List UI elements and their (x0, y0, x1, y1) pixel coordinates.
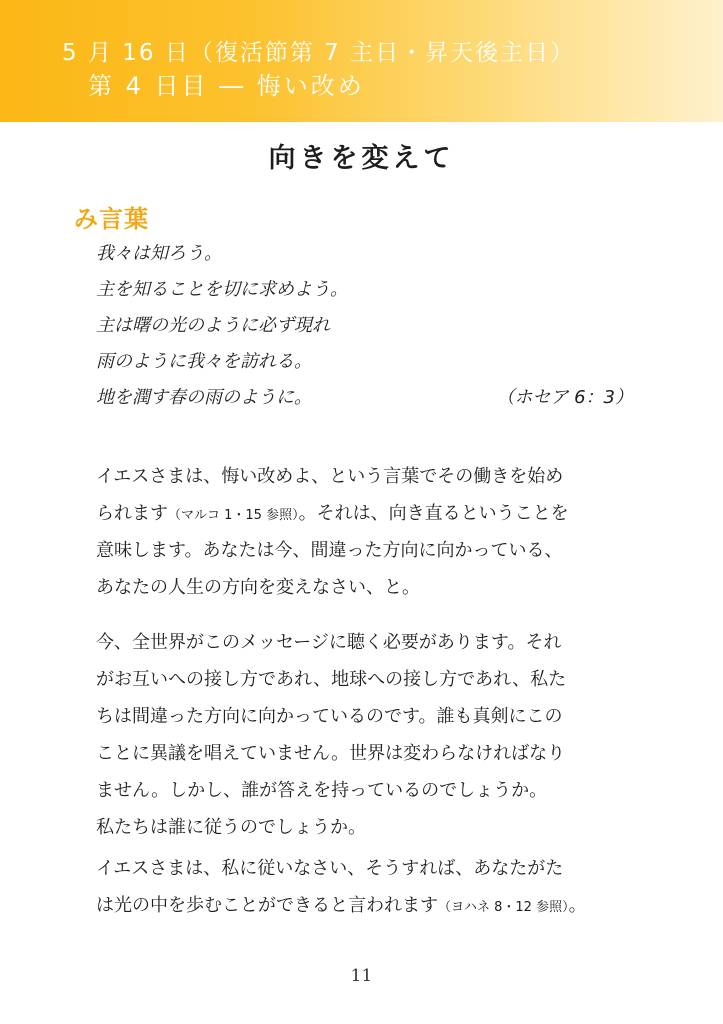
verse-line: 主は曙の光のように必ず現れ (96, 315, 330, 336)
paragraph-line: イエスさまは、悔い改めよ、という言葉でその働きを始め (96, 466, 564, 487)
paragraph-line: ちは間違った方向に向かっているのです。誰も真剣にこの (96, 706, 563, 727)
header-band (0, 0, 723, 122)
paragraph-line: イエスさまは、私に従いなさい、そうすれば、あなたがた (96, 858, 564, 879)
paragraph-line: ことに異議を唱えていません。世界は変わらなければなり (96, 743, 566, 764)
paragraph-line: 意味します。あなたは今、間違った方向に向かっている、 (96, 540, 563, 561)
paragraph-text: は光の中を歩むことができると言われます (96, 895, 438, 916)
scripture-verse (96, 236, 641, 416)
verse-line-last (96, 380, 641, 416)
verse-line-text: 地を潤す春の雨のように。 (96, 387, 312, 408)
paragraph-1 (96, 458, 641, 606)
paragraph-line: ません。しかし、誰が答えを持っているのでしょうか。 (96, 780, 548, 801)
verse-line: 主を知ることを切に求めよう。 (96, 279, 348, 300)
verse-line: 雨のように我々を訪れる。 (96, 351, 312, 372)
page-title: 向きを変えて (268, 143, 455, 174)
verse-line: 我々は知ろう。 (96, 243, 222, 264)
paragraph-line (96, 887, 641, 924)
scripture-heading: み言葉 (74, 205, 149, 233)
paragraph-line: がお互いへの接し方であれ、地球への接し方であれ、私た (96, 669, 567, 690)
header-date: 5 月 16 日（復活節第 7 主日・昇天後主日） (62, 40, 576, 66)
paragraph-3 (96, 850, 641, 924)
bible-reference: （マルコ 1・15 参照） (168, 508, 299, 523)
page-number: 11 (350, 966, 373, 986)
paragraph-line: あなたの人生の方向を変えなさい、と。 (96, 577, 420, 598)
bible-reference: （ヨハネ 8・12 参照） (438, 900, 569, 915)
paragraph-line (96, 495, 641, 532)
paragraph-line: 私たちは誰に従うのでしょうか。 (96, 817, 366, 838)
paragraph-2 (96, 624, 641, 846)
paragraph-text: られます (96, 503, 168, 524)
header-day-theme: 第 4 日目 ― 悔い改め (88, 72, 365, 100)
paragraph-text: 。 (568, 895, 587, 916)
paragraph-line: 今、全世界がこのメッセージに聴く必要があります。それ (96, 632, 562, 653)
scripture-reference: （ホセア 6：3） (496, 387, 633, 408)
paragraph-text: 。それは、向き直るということを (298, 503, 569, 524)
